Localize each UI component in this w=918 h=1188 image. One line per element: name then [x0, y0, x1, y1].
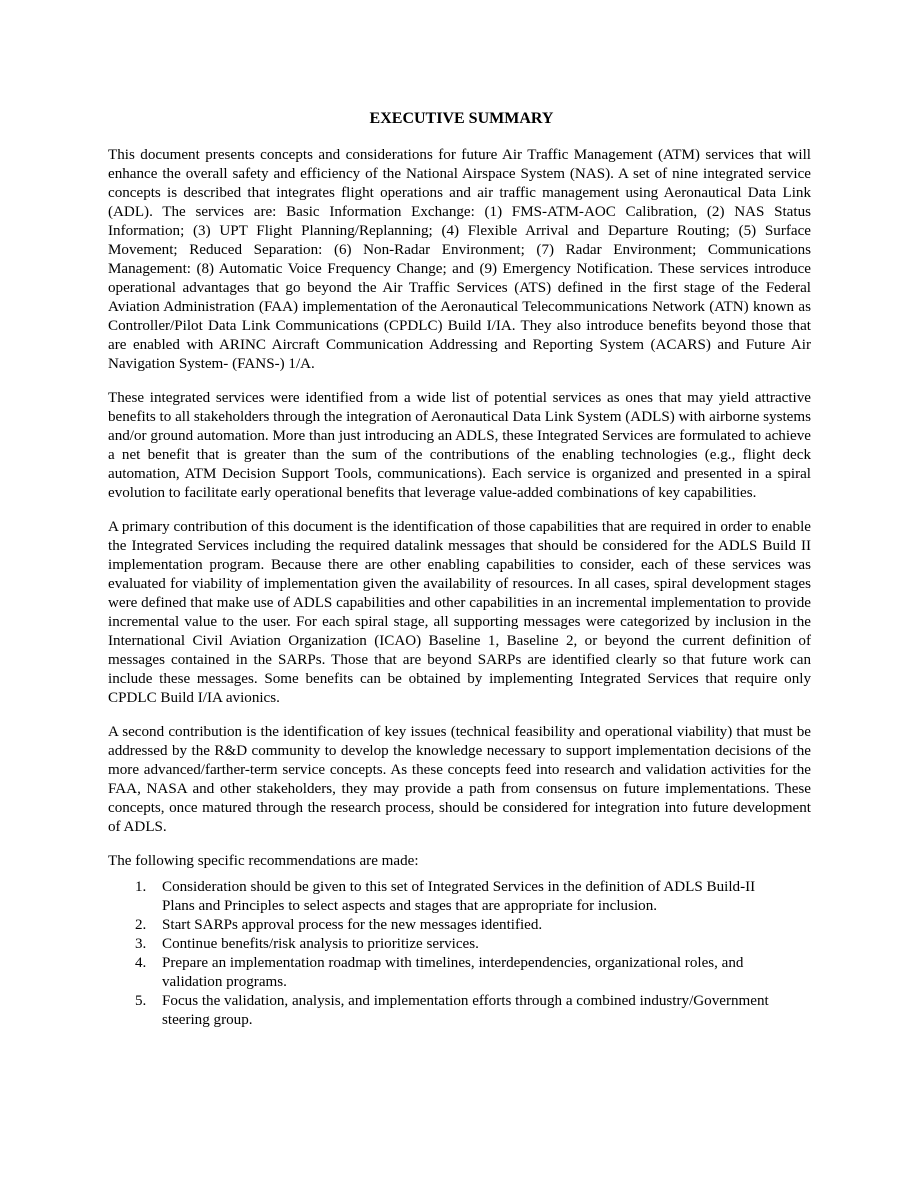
list-item — [108, 916, 771, 935]
recommendations-intro: The following specific recommendations are made: — [108, 853, 419, 869]
document-page — [108, 108, 811, 1030]
paragraph-second-contribution: A second contribution is the identification of key issues (technical feasibility and operational viability) that must be addressed by the R&D community to develop the knowledge necessary to support implementation decisions of the more advanced/farther-term service concepts. As these concepts feed into research and validation activities for the FAA, NASA and other stakeholders, they may provide a path from consensus on future implementations. These concepts, once matured through the research process, should be considered for integration into future development of ADLS. — [108, 724, 811, 835]
paragraph-integrated-services: These integrated services were identified from a wide list of potential services as ones that may yield attractive benefits to all stakeholders through the integration of Aeronautical Data Link System (ADLS) with airborne systems and/or ground automation. More than just introducing an ADLS, these Integrated Services are formulated to achieve a net benefit that is greater than the sum of the contributions of the enabling technologies (e.g., flight deck automation, ATM Decision Support Tools, communications). Each service is organized and presented in a spiral evolution to facilitate early operational benefits that leverage value-added combinations of key capabilities. — [108, 390, 811, 501]
list-item — [108, 878, 771, 916]
recommendations-list — [108, 878, 811, 1030]
list-item — [108, 935, 771, 954]
list-item-number: 4. — [135, 955, 147, 971]
paragraph-services-overview: This document presents concepts and considerations for future Air Traffic Management (ATM) services that will enhance the overall safety and efficiency of the National Airspace System (NAS). A set of nine integrated service concepts is described that integrates flight operations and air traffic management using Aeronautical Data Link (ADL). The services are: Basic Information Exchange: (1) FMS-ATM-AOC Calibration, (2) NAS Status Information; (3) UPT Flight Planning/Replanning; (4) Flexible Arrival and Departure Routing; (5) Surface Movement; Reduced Separation: (6) Non-Radar Environment; (7) Radar Environment; Communications Management: (8) Automatic Voice Frequency Change; and (9) Emergency Notification. These services introduce operational advantages that go beyond the Air Traffic Services (ATS) defined in the first stage of the Federal Aviation Administration (FAA) implementation of the Aeronautical Telecommunications Network (ATN) known as Controller/Pilot Data Link Communications (CPDLC) Build I/IA. They also introduce benefits beyond those that are enabled with ARINC Aircraft Communication Addressing and Reporting System (ACARS) and Future Air Navigation System- (FANS-) 1/A. — [108, 147, 811, 372]
list-item-number: 3. — [135, 936, 147, 952]
list-item-text: Prepare an implementation roadmap with timelines, interdependencies, organizational roles, and validation programs. — [162, 955, 744, 990]
list-item-text: Consideration should be given to this set of Integrated Services in the definition of ADLS Build-II Plans and Principles to select aspects and stages that are appropriate for inclusion. — [162, 879, 756, 914]
list-item-text: Start SARPs approval process for the new messages identified. — [162, 917, 543, 933]
list-item-number: 2. — [135, 917, 147, 933]
page-title: EXECUTIVE SUMMARY — [369, 110, 554, 127]
paragraph-primary-contribution: A primary contribution of this document is the identification of those capabilities that are required in order to enable the Integrated Services including the required datalink messages that should be considered for the ADLS Build II implementation program. Because there are other enabling capabilities to consider, each of these services was evaluated for viability of implementation given the availability of resources. In all cases, spiral development stages were defined that make use of ADLS capabilities and other capabilities in an incremental implementation to provide incremental value to the user. For each spiral stage, all supporting messages were categorized by inclusion in the International Civil Aviation Organization (ICAO) Baseline 1, Baseline 2, or beyond the current definition of messages contained in the SARPs. Those that are beyond SARPs are identified clearly so that future work can include these messages. Some benefits can be obtained by implementing Integrated Services that require only CPDLC Build I/IA avionics. — [108, 519, 811, 706]
list-item-text: Continue benefits/risk analysis to prioritize services. — [162, 936, 479, 952]
list-item — [108, 992, 771, 1030]
list-item-text: Focus the validation, analysis, and implementation efforts through a combined industry/Government steering group. — [162, 993, 769, 1028]
list-item-number: 1. — [135, 879, 147, 895]
list-item — [108, 954, 771, 992]
list-item-number: 5. — [135, 993, 147, 1009]
